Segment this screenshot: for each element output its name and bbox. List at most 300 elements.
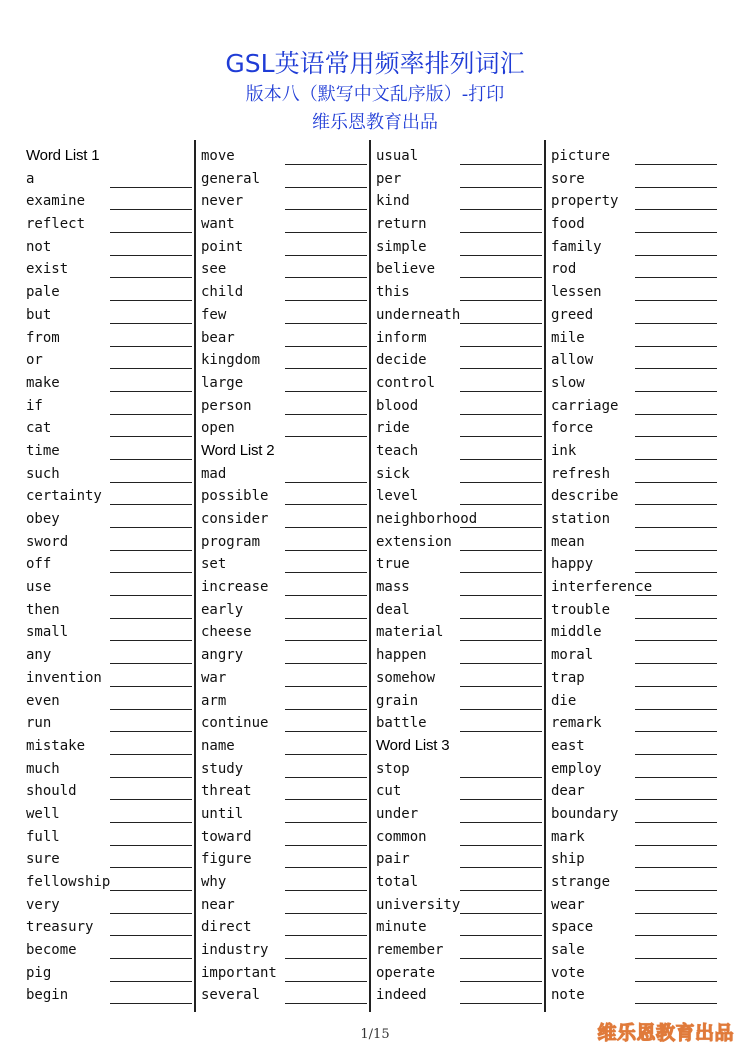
answer-blank — [635, 527, 717, 528]
answer-blank — [460, 663, 542, 664]
vocab-word: cheese — [201, 624, 252, 641]
vocab-word: general — [201, 170, 261, 187]
answer-blank — [635, 550, 717, 551]
vocab-word: full — [26, 828, 60, 845]
answer-blank — [285, 232, 367, 233]
answer-blank — [635, 686, 717, 687]
vocab-word: believe — [376, 261, 436, 278]
vocab-word: somehow — [376, 669, 436, 686]
vocab-row — [22, 554, 194, 577]
vocab-word: sure — [26, 851, 60, 868]
vocab-word: large — [201, 374, 244, 391]
vocab-word: picture — [551, 148, 611, 164]
answer-blank — [460, 482, 542, 483]
answer-blank — [635, 300, 717, 301]
answer-blank — [110, 187, 192, 188]
answer-blank — [635, 232, 717, 233]
answer-blank — [635, 822, 717, 823]
answer-blank — [635, 663, 717, 664]
vocab-word: important — [201, 964, 277, 981]
vocab-row — [372, 328, 544, 351]
vocab-row — [547, 509, 719, 532]
answer-blank — [110, 595, 192, 596]
vocab-word: force — [551, 420, 594, 437]
vocab-word: lessen — [551, 284, 602, 301]
vocab-row — [197, 645, 369, 668]
answer-blank — [460, 504, 542, 505]
answer-blank — [460, 731, 542, 732]
vocab-row — [547, 282, 719, 305]
answer-blank — [635, 731, 717, 732]
word-column — [547, 146, 719, 1008]
vocab-row — [22, 486, 194, 509]
vocab-word: reflect — [26, 216, 86, 233]
vocab-row — [22, 373, 194, 396]
vocab-word: mark — [551, 828, 585, 845]
vocab-row — [22, 713, 194, 736]
vocab-row — [372, 554, 544, 577]
answer-blank — [460, 572, 542, 573]
vocab-word: then — [26, 601, 60, 618]
answer-blank — [285, 754, 367, 755]
vocab-row — [372, 350, 544, 373]
answer-blank — [460, 640, 542, 641]
answer-blank — [635, 913, 717, 914]
answer-blank — [285, 368, 367, 369]
vocab-row — [372, 191, 544, 214]
answer-blank — [285, 527, 367, 528]
vocab-word: such — [26, 465, 60, 482]
answer-blank — [635, 1003, 717, 1004]
vocab-row — [197, 486, 369, 509]
answer-blank — [285, 799, 367, 800]
answer-blank — [110, 323, 192, 324]
vocab-row — [372, 441, 544, 464]
vocab-word: move — [201, 148, 235, 164]
vocab-row — [547, 418, 719, 441]
vocab-word: angry — [201, 647, 244, 664]
vocab-word: die — [551, 692, 577, 709]
vocab-word: food — [551, 216, 585, 233]
answer-blank — [635, 504, 717, 505]
vocab-row — [547, 759, 719, 782]
answer-blank — [635, 323, 717, 324]
vocab-word: program — [201, 533, 261, 550]
answer-blank — [460, 709, 542, 710]
answer-blank — [635, 754, 717, 755]
vocab-word: happen — [376, 647, 427, 664]
column-divider — [194, 140, 196, 1012]
vocab-word: use — [26, 579, 52, 596]
vocab-row — [22, 645, 194, 668]
vocab-row — [22, 191, 194, 214]
vocab-row — [197, 259, 369, 282]
vocab-word: see — [201, 261, 227, 278]
vocab-word: middle — [551, 624, 602, 641]
answer-blank — [285, 981, 367, 982]
answer-blank — [460, 686, 542, 687]
vocab-row — [197, 804, 369, 827]
document-subtitle: 版本八（默写中文乱序版）-打印 — [245, 84, 505, 105]
vocab-row — [22, 396, 194, 419]
vocab-row — [22, 622, 194, 645]
vocab-word: if — [26, 397, 43, 414]
vocab-row — [372, 781, 544, 804]
answer-blank — [110, 232, 192, 233]
vocab-row — [547, 237, 719, 260]
word-list-grid — [20, 140, 730, 1012]
answer-blank — [110, 731, 192, 732]
word-list-heading-row — [22, 146, 194, 169]
answer-blank — [460, 867, 542, 868]
vocab-row — [197, 600, 369, 623]
vocab-row — [547, 328, 719, 351]
vocab-row — [22, 759, 194, 782]
vocab-row — [22, 169, 194, 192]
vocab-row — [197, 759, 369, 782]
answer-blank — [635, 618, 717, 619]
answer-blank — [635, 436, 717, 437]
vocab-row — [372, 917, 544, 940]
vocab-word: deal — [376, 601, 410, 618]
vocab-word: true — [376, 556, 410, 573]
answer-blank — [285, 187, 367, 188]
vocab-word: mistake — [26, 737, 86, 754]
vocab-word: want — [201, 216, 235, 233]
answer-blank — [110, 459, 192, 460]
vocab-row — [372, 827, 544, 850]
vocab-row — [547, 191, 719, 214]
vocab-word: carriage — [551, 397, 619, 414]
vocab-row — [372, 214, 544, 237]
vocab-row — [547, 396, 719, 419]
vocab-word: vote — [551, 964, 585, 981]
vocab-row — [547, 781, 719, 804]
word-list-heading: Word List 2 — [201, 441, 275, 459]
vocab-row — [22, 532, 194, 555]
answer-blank — [635, 777, 717, 778]
answer-blank — [460, 187, 542, 188]
vocab-row — [197, 396, 369, 419]
vocab-word: until — [201, 805, 244, 822]
vocab-word: kingdom — [201, 352, 261, 369]
vocab-row — [547, 963, 719, 986]
vocab-row — [197, 146, 369, 169]
answer-blank — [460, 436, 542, 437]
vocab-row — [22, 827, 194, 850]
vocab-row — [547, 827, 719, 850]
vocab-word: simple — [376, 238, 427, 255]
vocab-row — [547, 554, 719, 577]
answer-blank — [110, 845, 192, 846]
vocab-word: person — [201, 397, 252, 414]
vocab-row — [197, 622, 369, 645]
vocab-row — [197, 554, 369, 577]
vocab-row — [547, 305, 719, 328]
vocab-row — [197, 736, 369, 759]
answer-blank — [110, 663, 192, 664]
vocab-word: bear — [201, 329, 235, 346]
vocab-row — [197, 191, 369, 214]
vocab-row — [372, 282, 544, 305]
answer-blank — [285, 572, 367, 573]
vocab-word: why — [201, 874, 227, 890]
vocab-row — [547, 872, 719, 895]
vocab-word: dear — [551, 783, 585, 800]
vocab-row — [197, 350, 369, 373]
vocab-word: treasury — [26, 919, 94, 936]
answer-blank — [285, 550, 367, 551]
vocab-word: decide — [376, 352, 427, 369]
vocab-word: this — [376, 284, 410, 301]
vocab-row — [547, 486, 719, 509]
vocab-word: small — [26, 624, 69, 641]
vocab-row — [22, 305, 194, 328]
answer-blank — [285, 209, 367, 210]
vocab-row — [372, 872, 544, 895]
vocab-word: trouble — [551, 601, 611, 618]
vocab-row — [547, 622, 719, 645]
vocab-word: per — [376, 170, 402, 187]
answer-blank — [635, 890, 717, 891]
vocab-word: wear — [551, 896, 585, 913]
answer-blank — [635, 459, 717, 460]
vocab-word: pig — [26, 964, 52, 981]
answer-blank — [285, 663, 367, 664]
vocab-row — [547, 577, 719, 600]
word-list-heading: Word List 3 — [376, 736, 450, 754]
vocab-word: cat — [26, 420, 52, 437]
vocab-row — [197, 827, 369, 850]
vocab-word: study — [201, 760, 244, 777]
vocab-row — [197, 328, 369, 351]
vocab-word: slow — [551, 374, 585, 391]
answer-blank — [285, 436, 367, 437]
answer-blank — [635, 709, 717, 710]
vocab-row — [547, 713, 719, 736]
vocab-row — [22, 509, 194, 532]
answer-blank — [285, 709, 367, 710]
vocab-row — [372, 940, 544, 963]
answer-blank — [285, 845, 367, 846]
answer-blank — [285, 482, 367, 483]
column-divider — [544, 140, 546, 1012]
vocab-word: usual — [376, 148, 419, 164]
vocab-row — [372, 895, 544, 918]
vocab-row — [547, 849, 719, 872]
answer-blank — [110, 391, 192, 392]
answer-blank — [635, 368, 717, 369]
vocab-row — [372, 668, 544, 691]
answer-blank — [285, 867, 367, 868]
vocab-row — [197, 963, 369, 986]
answer-blank — [460, 550, 542, 551]
answer-blank — [460, 935, 542, 936]
vocab-word: teach — [376, 442, 419, 459]
answer-blank — [460, 595, 542, 596]
answer-blank — [110, 777, 192, 778]
answer-blank — [110, 436, 192, 437]
vocab-row — [372, 963, 544, 986]
vocab-word: common — [376, 828, 427, 845]
vocab-word: extension — [376, 533, 452, 550]
answer-blank — [110, 1003, 192, 1004]
answer-blank — [110, 618, 192, 619]
vocab-word: increase — [201, 579, 269, 596]
answer-blank — [635, 572, 717, 573]
vocab-word: early — [201, 601, 244, 618]
vocab-row — [22, 872, 194, 895]
vocab-word: minute — [376, 919, 427, 936]
vocab-row — [372, 464, 544, 487]
vocab-row — [197, 668, 369, 691]
vocab-row — [547, 895, 719, 918]
vocab-word: sale — [551, 942, 585, 959]
vocab-word: fellowship — [26, 874, 111, 890]
vocab-row — [372, 237, 544, 260]
answer-blank — [285, 890, 367, 891]
vocab-word: sword — [26, 533, 69, 550]
vocab-word: toward — [201, 828, 252, 845]
answer-blank — [635, 640, 717, 641]
answer-blank — [460, 209, 542, 210]
answer-blank — [635, 164, 717, 165]
answer-blank — [460, 618, 542, 619]
vocab-word: space — [551, 919, 594, 936]
vocab-word: industry — [201, 942, 269, 959]
vocab-row — [547, 668, 719, 691]
answer-blank — [460, 323, 542, 324]
answer-blank — [110, 550, 192, 551]
vocab-word: rod — [551, 261, 577, 278]
answer-blank — [635, 187, 717, 188]
vocab-word: ship — [551, 851, 585, 868]
vocab-row — [372, 622, 544, 645]
vocab-word: refresh — [551, 465, 611, 482]
vocab-word: east — [551, 737, 585, 754]
answer-blank — [460, 300, 542, 301]
answer-blank — [460, 799, 542, 800]
vocab-word: strange — [551, 874, 611, 890]
vocab-row — [197, 532, 369, 555]
vocab-word: describe — [551, 488, 619, 505]
answer-blank — [460, 890, 542, 891]
vocab-row — [372, 600, 544, 623]
answer-blank — [110, 255, 192, 256]
vocab-word: threat — [201, 783, 252, 800]
vocab-word: control — [376, 374, 436, 391]
vocab-word: under — [376, 805, 419, 822]
vocab-word: employ — [551, 760, 602, 777]
vocab-row — [197, 940, 369, 963]
answer-blank — [635, 482, 717, 483]
answer-blank — [110, 527, 192, 528]
vocab-word: pair — [376, 851, 410, 868]
publisher-line: 维乐恩教育出品 — [312, 112, 438, 133]
vocab-word: allow — [551, 352, 594, 369]
vocab-row — [22, 917, 194, 940]
word-column — [372, 146, 544, 1008]
answer-blank — [285, 822, 367, 823]
vocab-word: greed — [551, 306, 594, 323]
vocab-row — [547, 259, 719, 282]
answer-blank — [635, 958, 717, 959]
vocab-row — [547, 169, 719, 192]
vocab-word: remark — [551, 715, 602, 732]
answer-blank — [285, 504, 367, 505]
answer-blank — [460, 368, 542, 369]
vocab-row — [372, 418, 544, 441]
vocab-row — [547, 917, 719, 940]
answer-blank — [460, 255, 542, 256]
vocab-row — [197, 305, 369, 328]
vocab-row — [547, 532, 719, 555]
vocab-word: never — [201, 193, 244, 210]
vocab-row — [22, 668, 194, 691]
answer-blank — [635, 414, 717, 415]
answer-blank — [635, 255, 717, 256]
vocab-row — [197, 577, 369, 600]
answer-blank — [110, 958, 192, 959]
watermark-logo: 维乐恩教育出品 — [597, 1022, 734, 1044]
answer-blank — [110, 504, 192, 505]
vocab-word: mad — [201, 465, 227, 482]
vocab-word: family — [551, 238, 602, 255]
vocab-row — [372, 146, 544, 169]
answer-blank — [635, 209, 717, 210]
vocab-row — [22, 963, 194, 986]
answer-blank — [635, 867, 717, 868]
vocab-row — [22, 849, 194, 872]
vocab-row — [547, 441, 719, 464]
vocab-word: underneath — [376, 306, 461, 323]
vocab-word: note — [551, 987, 585, 1004]
vocab-row — [197, 781, 369, 804]
vocab-row — [22, 577, 194, 600]
vocab-word: neighborhood — [376, 511, 478, 527]
vocab-word: material — [376, 624, 444, 641]
vocab-row — [22, 282, 194, 305]
vocab-row — [372, 804, 544, 827]
page-number: 1/15 — [360, 1027, 390, 1042]
answer-blank — [635, 845, 717, 846]
vocab-word: stop — [376, 760, 410, 777]
answer-blank — [110, 709, 192, 710]
vocab-word: few — [201, 306, 227, 323]
answer-blank — [460, 845, 542, 846]
vocab-word: station — [551, 511, 611, 527]
answer-blank — [110, 209, 192, 210]
answer-blank — [635, 346, 717, 347]
vocab-word: examine — [26, 193, 86, 210]
word-list-heading: Word List 1 — [26, 147, 100, 164]
vocab-row — [547, 600, 719, 623]
vocab-row — [372, 759, 544, 782]
vocab-row — [372, 396, 544, 419]
answer-blank — [635, 595, 717, 596]
answer-blank — [285, 255, 367, 256]
vocab-word: ride — [376, 420, 410, 437]
vocab-word: even — [26, 692, 60, 709]
vocab-row — [22, 600, 194, 623]
vocab-row — [22, 781, 194, 804]
answer-blank — [460, 913, 542, 914]
vocab-word: off — [26, 556, 52, 573]
vocab-row — [547, 736, 719, 759]
vocab-word: become — [26, 942, 77, 959]
answer-blank — [285, 164, 367, 165]
vocab-row — [372, 169, 544, 192]
